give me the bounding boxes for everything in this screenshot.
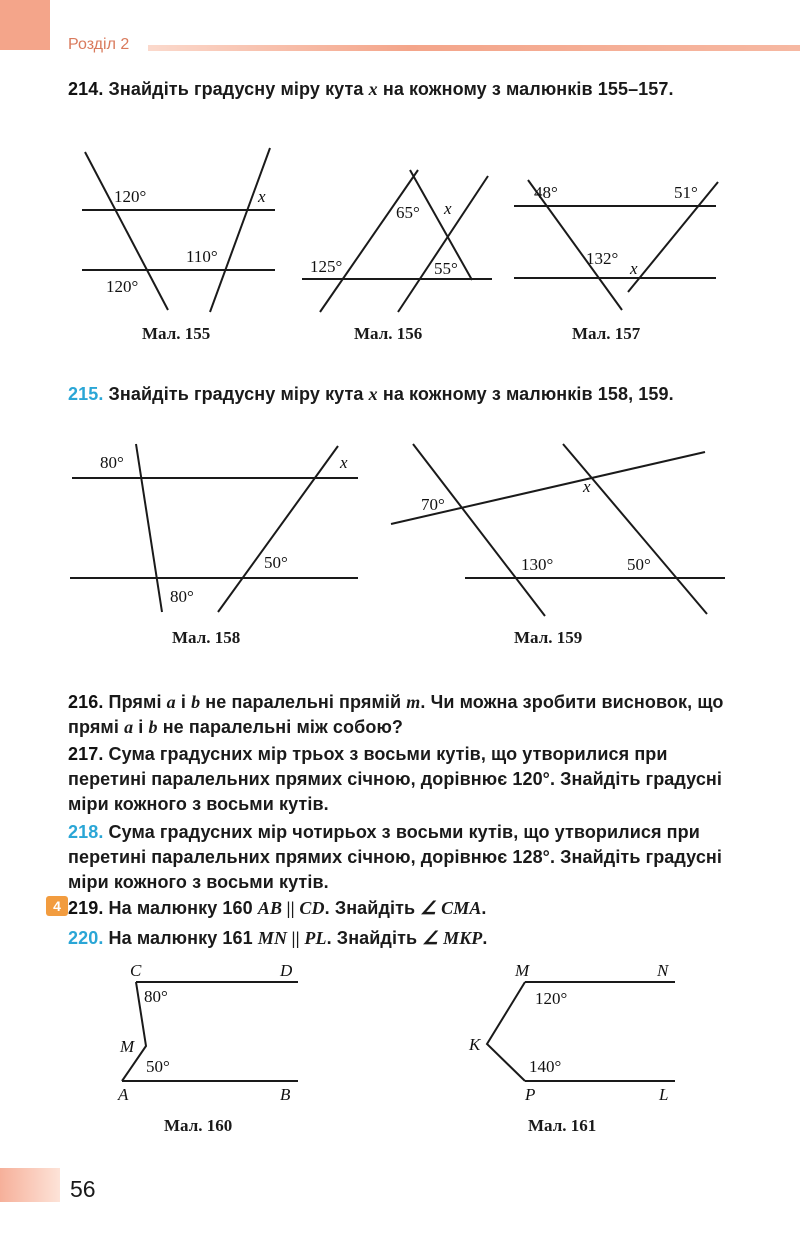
figure-155	[70, 140, 290, 320]
task-text: На малюнку 160	[103, 898, 258, 918]
task-text: не паралельні між собою?	[157, 717, 404, 737]
header-line	[148, 45, 800, 51]
angle-label: 120°	[535, 989, 568, 1008]
task-text: Сума градусних мір трьох з восьми кутів, що утворилися при перетині паралельних прямих січною, дорівнює 120°. Знайдіть градусні міри кожного з восьми кутів.	[68, 744, 723, 814]
transversal-right	[628, 182, 718, 292]
caption-157: Мал. 157	[572, 324, 641, 343]
transversal-right	[218, 446, 338, 612]
task-text: Прямі	[103, 692, 167, 712]
angle-label: 80°	[144, 987, 168, 1006]
transversal-left	[136, 444, 162, 612]
angle-label: 50°	[627, 555, 651, 574]
task-text: і	[175, 692, 192, 712]
variable: b	[148, 717, 158, 737]
task-number: 217.	[68, 744, 104, 764]
task-number: 215.	[68, 384, 104, 404]
expression: ∠ CMA	[420, 898, 482, 918]
expression: ∠ MKP	[422, 928, 483, 948]
point-label: L	[659, 1085, 669, 1104]
angle-label: 120°	[114, 187, 147, 206]
task-text: на кожному з малюнків 155–157.	[377, 79, 674, 99]
task-number: 214.	[68, 79, 104, 99]
footer-bar	[0, 1168, 60, 1202]
angle-label: 48°	[534, 183, 558, 202]
point-label: D	[280, 961, 293, 980]
task-text: Знайдіть градусну міру кута	[103, 384, 369, 404]
task-text: не паралельні прямій	[200, 692, 407, 712]
task-text: .	[482, 928, 488, 948]
angle-label: 110°	[186, 247, 218, 266]
angle-label: 70°	[421, 495, 445, 514]
task-text: Знайдіть градусну міру кута	[103, 79, 369, 99]
variable: b	[191, 692, 201, 712]
figure-161	[465, 960, 685, 1110]
task-text: . Знайдіть	[326, 928, 423, 948]
task-number: 220.	[68, 928, 104, 948]
angle-label: 50°	[146, 1057, 170, 1076]
task-number: 216.	[68, 692, 104, 712]
task-214	[68, 77, 730, 102]
angle-label: 132°	[586, 249, 619, 268]
page-number: 56	[70, 1176, 96, 1202]
section-label: Розділ 2	[68, 36, 130, 53]
x-label: x	[583, 477, 591, 496]
task-220	[68, 926, 730, 951]
variable: a	[124, 717, 134, 737]
angle-label: 140°	[529, 1057, 562, 1076]
caption-155: Мал. 155	[142, 324, 211, 343]
task-text: і	[133, 717, 149, 737]
task-219	[68, 896, 730, 921]
x-label: x	[444, 199, 452, 218]
angle-label: 51°	[674, 183, 698, 202]
task-text: Сума градусних мір чотирьох з восьми кутів, що утворилися при перетині паралельних прямих січною, дорівнює 128°. Знайдіть градусні міри кожного з восьми кутів.	[68, 822, 723, 892]
task-text: На малюнку 161	[103, 928, 258, 948]
task-216	[68, 690, 730, 740]
task-number: 219.	[68, 898, 104, 918]
variable: m	[406, 692, 421, 712]
variable: a	[166, 692, 176, 712]
broken-line-mkp	[487, 982, 525, 1081]
variable: x	[368, 79, 378, 99]
figure-156	[300, 140, 500, 320]
angle-label: 125°	[310, 257, 343, 276]
caption-158: Мал. 158	[172, 628, 241, 647]
task-218	[68, 820, 730, 895]
angle-label: 55°	[434, 259, 458, 278]
task-215	[68, 382, 730, 407]
figure-160	[110, 960, 310, 1110]
corner-tab	[0, 0, 50, 50]
task-text: . Знайдіть	[324, 898, 421, 918]
angle-label: 80°	[100, 453, 124, 472]
angle-label: 50°	[264, 553, 288, 572]
point-label: A	[118, 1085, 129, 1104]
broken-line-cma	[122, 982, 146, 1081]
task-217	[68, 742, 730, 817]
task-text: .	[481, 898, 487, 918]
angle-label: 65°	[396, 203, 420, 222]
angle-label: 120°	[106, 277, 139, 296]
task-text: на кожному з малюнків 158, 159.	[377, 384, 674, 404]
line-right	[563, 444, 707, 614]
x-label: x	[258, 187, 266, 206]
line-left	[413, 444, 545, 616]
task-number: 218.	[68, 822, 104, 842]
point-label: B	[280, 1085, 291, 1104]
point-label: P	[525, 1085, 536, 1104]
figure-158	[68, 440, 368, 620]
difficulty-badge: 4	[46, 896, 68, 916]
expression: AB || CD	[257, 898, 325, 918]
caption-159: Мал. 159	[514, 628, 583, 647]
caption-161: Мал. 161	[528, 1116, 597, 1135]
figure-159	[385, 440, 735, 620]
point-label: M	[120, 1037, 135, 1056]
transversal-right	[398, 176, 488, 312]
transversal-right	[210, 148, 270, 312]
expression: MN || PL	[257, 928, 327, 948]
point-label: K	[469, 1035, 481, 1054]
caption-160: Мал. 160	[164, 1116, 233, 1135]
angle-label: 80°	[170, 587, 194, 606]
variable: x	[368, 384, 378, 404]
x-label: x	[340, 453, 348, 472]
task-text: . Чи можна зробити висновок, що прямі	[68, 692, 724, 737]
angle-label: 130°	[521, 555, 554, 574]
figure-157	[510, 140, 730, 320]
caption-156: Мал. 156	[354, 324, 423, 343]
transversal-left	[320, 170, 418, 312]
point-label: N	[657, 961, 669, 980]
x-label: x	[630, 259, 638, 278]
point-label: M	[515, 961, 530, 980]
point-label: C	[130, 961, 142, 980]
